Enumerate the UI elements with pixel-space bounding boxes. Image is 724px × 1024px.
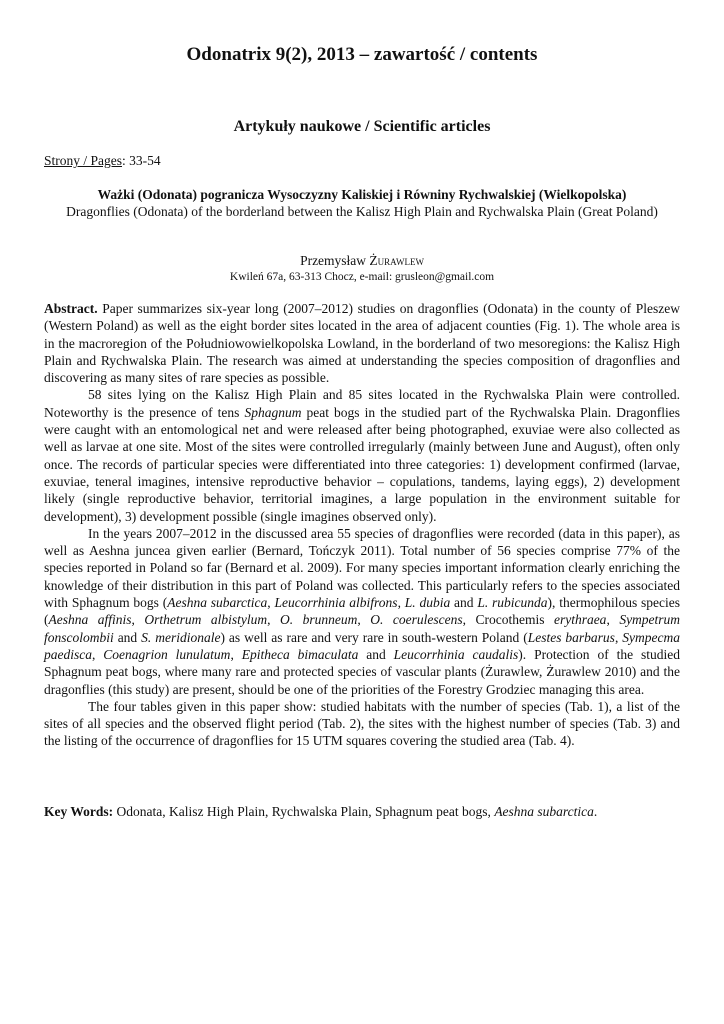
- species-name: Lestes barbarus: [527, 629, 615, 645]
- species-name: Aeshna subarctica: [167, 595, 268, 611]
- abstract-text: ,: [92, 646, 104, 662]
- abstract-text: ,: [267, 595, 275, 611]
- abstract: [44, 300, 680, 750]
- abstract-paragraph-4: [44, 698, 680, 750]
- abstract-text: ,: [357, 612, 371, 628]
- pages-label: Strony / Pages: [44, 153, 123, 168]
- species-name: Orthetrum albistylum: [144, 612, 268, 628]
- species-name: Sympetrum fonscolombii: [44, 612, 681, 645]
- pages-line: [44, 153, 161, 169]
- abstract-text-2b: peat bogs in the studied part of the Rychwalska Plain. Dragonflies were caught with an entomological net and were released after being photographed, exuviae were also collected as well as larvae at one site. Most of the sites were controlled irregularly (mainly between June and August), often only once. The records of particular species were differentiated into three categories: 1) development confirmed (larvae, exuviae, teneral imagines, intensive reproductive behavior – copulations, tandems, laying eggs), 2) development likely (single reproductive behavior, territorial imagines, a large population in the environment suitable for development), 3) development possible (single imagines observed only).: [44, 404, 680, 524]
- abstract-label: Abstract.: [44, 301, 98, 316]
- abstract-paragraph-2: [44, 386, 680, 524]
- author-block: [44, 252, 680, 285]
- species-name: S. meridionale: [141, 629, 221, 645]
- article-title-polish: Ważki (Odonata) pogranicza Wysoczyzny Kaliskiej i Równiny Rychwalskiej (Wielkopolska): [97, 187, 627, 202]
- species-name: Leucorrhinia albifrons: [274, 595, 398, 611]
- journal-title: Odonatrix 9(2), 2013 – zawartość / contents: [186, 44, 538, 65]
- abstract-text: ) as well as rare and very rare in south-western Poland (: [220, 629, 528, 645]
- species-name: Coenagrion lunulatum: [103, 646, 231, 662]
- abstract-text: ,: [614, 629, 623, 645]
- abstract-text: ,: [131, 612, 145, 628]
- abstract-text: ,: [230, 646, 242, 662]
- abstract-text-4: The four tables given in this paper show: studied habitats with the number of species (Tab. 1), a list of the sites of all species and the observed flight period (Tab. 2), the sites with the highest number of species (Tab. 3) and the listing of the occurrence of dragonflies for 15 UTM squares covering the studied area (Tab. 4).: [44, 698, 680, 749]
- species-name: L. dubia: [404, 595, 451, 611]
- keywords-label: Key Words:: [44, 804, 114, 819]
- section-heading: Artykuły naukowe / Scientific articles: [233, 118, 491, 135]
- abstract-italic-sphagnum: Sphagnum: [244, 404, 302, 420]
- article-titles: [44, 186, 680, 220]
- author-first-name: Przemysław: [300, 253, 370, 268]
- article-title-english: Dragonflies (Odonata) of the borderland between the Kalisz High Plain and Rychwalska Plain (Great Poland): [66, 204, 658, 219]
- keywords-italic: Aeshna subarctica: [494, 804, 594, 819]
- species-name: Leucorrhinia caudalis: [393, 646, 519, 662]
- author-name: [44, 252, 680, 270]
- abstract-text: ,: [397, 595, 405, 611]
- species-name: O. coerulescens: [370, 612, 463, 628]
- abstract-text: ,: [606, 612, 620, 628]
- species-name: Epitheca bimaculata: [241, 646, 359, 662]
- abstract-text-2a: 58 sites lying on the Kalisz High Plain and 85 sites located in the Rychwalska Plain were controlled. Noteworthy is the presence of tens: [44, 387, 680, 420]
- keywords: [44, 803, 680, 820]
- keywords-end: .: [593, 804, 598, 819]
- abstract-text: ), thermophilous species (: [44, 595, 681, 628]
- abstract-text: and: [450, 595, 478, 611]
- species-name: O. brunneum: [280, 612, 358, 628]
- pages-value: : 33-54: [122, 153, 161, 168]
- abstract-text-3a: In the years 2007–2012 in the discussed area 55 species of dragonflies were recorded (data in this paper), as well as Aeshna juncea given earlier (Bernard, Tończyk 2011). Total number of 56 species comprise 77% of the species reported in Poland so far (Bernard et al. 2009). For many species important information clearly enriching the knowledge of their distribution in this part of Poland was collected. This particularly refers to the species associated with Sphagnum bogs (: [44, 525, 680, 611]
- author-address: Kwileń 67a, 63-313 Chocz, e-mail: grusleon@gmail.com: [229, 271, 495, 283]
- species-name: erythraea: [553, 612, 607, 628]
- abstract-text: and: [113, 629, 142, 645]
- abstract-text: ,: [267, 612, 280, 628]
- species-name: Aeshna affinis: [48, 612, 132, 628]
- abstract-text: ). Protection of the studied Sphagnum peat bogs, where many rare and protected species of vascular plants (Żurawlew, Żurawlew 2010) and the dragonflies (this study) are present, should be one of the priorities of the Forestry Grodziec managing this area.: [44, 646, 680, 697]
- species-name: Sympecma paedisca: [44, 629, 681, 662]
- abstract-text: , Crocothemis: [462, 612, 554, 628]
- abstract-paragraph-1: [44, 300, 680, 386]
- keywords-text: Odonata, Kalisz High Plain, Rychwalska Plain, Sphagnum peat bogs,: [113, 804, 495, 819]
- abstract-text: and: [358, 646, 394, 662]
- abstract-text-1: Paper summarizes six-year long (2007–2012) studies on dragonflies (Odonata) in the county of Pleszew (Western Poland) as well as the eight border sites located in the area of adjacent counties (Fig. 1). The whole area is in the macroregion of the Południowowielkopolska Lowland, in the borderland of two mesoregions: the Kalisz High Plain and Rychwalska Plain. The research was aimed at understanding the species composition of dragonflies and discovering as many sites of rare species as possible.: [44, 301, 680, 386]
- species-name: L. rubicunda: [477, 595, 548, 611]
- author-last-name: Żurawlew: [369, 253, 424, 268]
- abstract-paragraph-3: [44, 525, 680, 698]
